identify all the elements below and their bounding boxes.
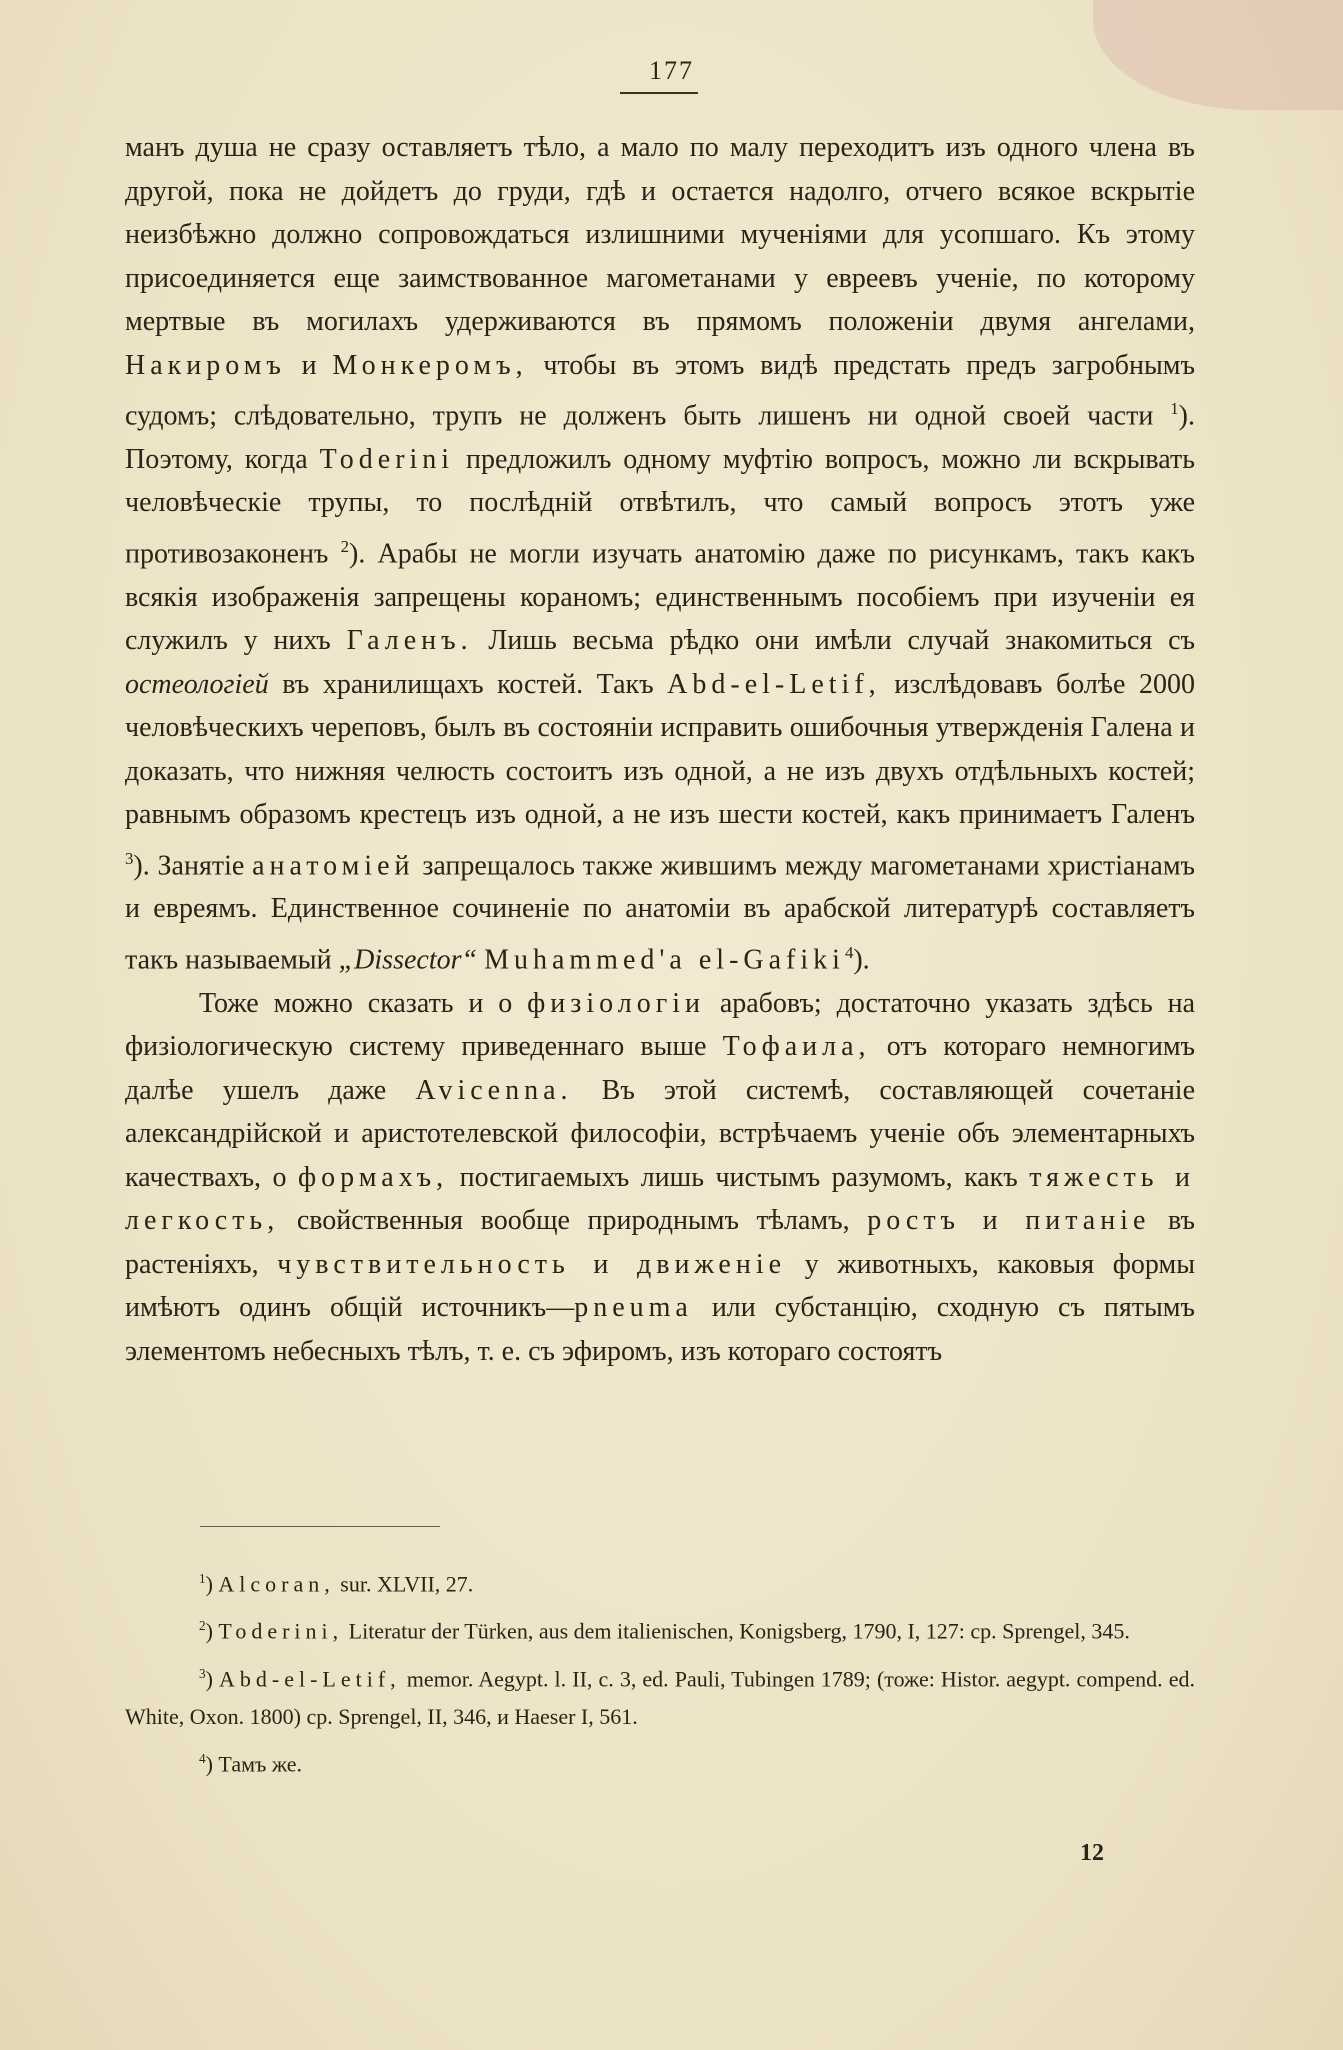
footnotes xyxy=(125,1560,1195,1787)
paragraph-1: манъ душа не сразу оставляетъ тѣло, а мало по малу переходитъ изъ одного члена въ другой, пока не дойдетъ до груди, гдѣ и остается надолго, отчего всякое вскрытіе неизбѣжно должно сопровождаться излишними мученіями для усопшаго. Къ этому присоединяется еще заимствованное магометанами у евреевъ ученіе, по которому мертвые въ могилахъ удерживаются въ прямомъ положеніи двумя ангелами, Накиромъ и Монкеромъ, чтобы въ этомъ видѣ предстать предъ загробнымъ судомъ; слѣдовательно, трупъ не долженъ быть лишенъ ни одной своей части $^1$). Поэтому, когда Toderini предложилъ одному муфтію вопросъ, можно ли вскрывать человѣческіе трупы, то послѣдній отвѣтилъ, что самый вопросъ этотъ уже противозаконенъ $^2$). Арабы не могли изучать анатомію даже по рисункамъ, такъ какъ всякія изображенія запрещены кораномъ; единственнымъ пособіемъ при изученіи ея служилъ у нихъ Галенъ. Лишь весьма рѣдко они имѣли случай знакомиться съ остеологіей въ хранилищахъ костей. Такъ Abd-el-Letif, изслѣдовавъ болѣе 2000 человѣческихъ череповъ, былъ въ состояніи исправить ошибочныя утвержденія Галена и доказать, что нижняя челюсть состоитъ изъ одной, а не изъ двухъ отдѣльныхъ костей; равнымъ образомъ крестецъ изъ одной, а не изъ шести костей, какъ принимаетъ Галенъ $^3$). Занятіе анатоміей запрещалось также жившимъ между магометанами христіанамъ и евреямъ. Единственное сочиненіе по анатоміи въ арабской литературѣ составляетъ такъ называемый „Dissector“ Muhammed'a el-Gafiki$^4$). xyxy=(125,132,1196,976)
library-stamp xyxy=(1093,0,1343,110)
body-text xyxy=(125,126,1195,1373)
footnote-ref[interactable]: 2 xyxy=(340,536,350,556)
footnote-ref[interactable]: 1 xyxy=(1170,399,1179,418)
footnote-4: $^4$) Тамъ же. xyxy=(199,1750,303,1777)
footnote-ref[interactable]: 3 xyxy=(125,848,134,868)
signature-mark: 12 xyxy=(1080,1840,1104,1866)
footnote-1: $^1$) Alcoran, sur. XLVII, 27. xyxy=(199,1571,474,1597)
footnote-separator xyxy=(200,1526,440,1527)
footnote-ref[interactable]: 4 xyxy=(844,942,854,962)
footnote-2: $^2$) Toderini, Literatur der Türken, aus dem italienischen, Konigsberg, 1790, I, 127: cp. Sprengel, 345. xyxy=(199,1618,1130,1644)
footnote-3: $^3$) Abd-el-Letif, memor. Aegypt. l. II, c. 3, ed. Pauli, Tubingen 1789; (тоже: Histor. aegypt. compend. ed. White, Oxon. 1800) cp. Sprengel, II, 346, и Haeser I, 561. xyxy=(125,1665,1195,1729)
page-number: 177 xyxy=(649,56,694,85)
page-number-rule xyxy=(620,92,698,94)
paragraph-2: Тоже можно сказать и о физіологіи арабовъ; достаточно указать здѣсь на физіологическую систему приведеннаго выше Тофаила, отъ котораго немногимъ далѣе ушелъ даже Avicenna. Въ этой системѣ, составляющей сочетаніе александрійской и аристотелевской философіи, встрѣчаемъ ученіе объ элементарныхъ качествахъ, о формахъ, постигаемыхъ лишь чистымъ разумомъ, какъ тяжесть и легкость, свойственныя вообще природнымъ тѣламъ, ростъ и питаніе въ растеніяхъ, чувствительность и движеніе у животныхъ, каковыя формы имѣютъ одинъ общій источникъ—pneuma или субстанцію, сходную съ пятымъ элементомъ небесныхъ тѣлъ, т. е. съ эфиромъ, изъ котораго состоятъ xyxy=(125,987,1196,1367)
